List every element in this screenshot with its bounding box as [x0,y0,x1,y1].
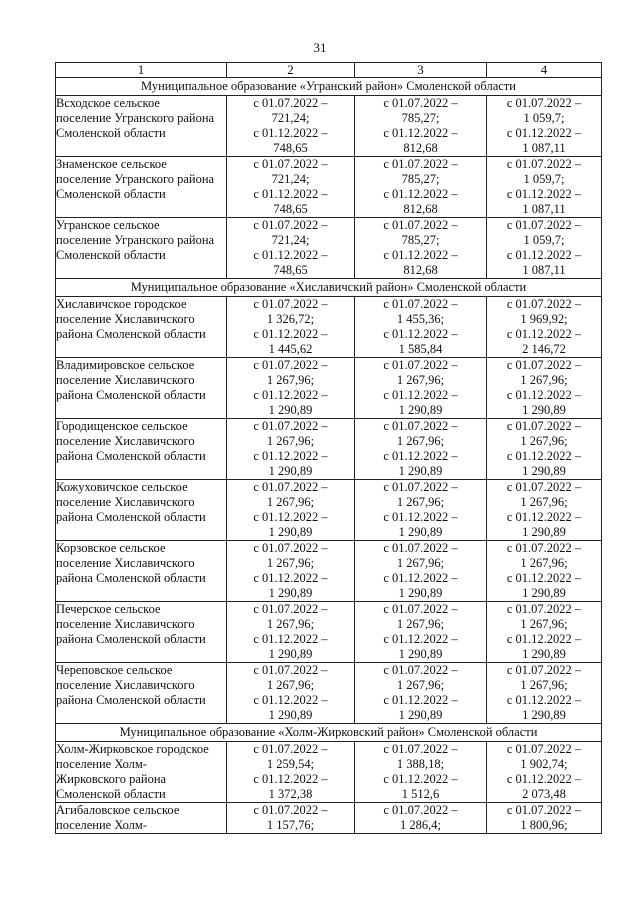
settlement-name-line: района Смоленской области [56,388,206,402]
settlement-name-line: поселение Холм- [56,818,147,832]
tariff-line: с 01.12.2022 – [506,693,582,707]
settlement-name-line: района Смоленской области [56,632,206,646]
tariff-line: 1 290,89 [268,647,313,661]
tariff-line: 1 290,89 [268,708,313,722]
tariff-line: с 01.12.2022 – [383,248,458,262]
tariff-line: с 01.12.2022 – [253,187,328,201]
tariff-line: с 01.12.2022 – [383,388,458,402]
table-body [56,78,602,834]
tariff-line: 812,68 [403,141,438,155]
tariff-line: 721,24; [271,233,310,247]
tariff-cell-c4 [487,297,602,358]
tariff-line: с 01.07.2022 – [383,803,458,817]
tariff-line: 1 267,96; [266,617,315,631]
tariff-line: 1 290,89 [522,464,566,478]
tariff-line: с 01.12.2022 – [253,248,328,262]
tariff-line: 812,68 [403,263,438,277]
tariff-line: с 01.12.2022 – [253,571,328,585]
settlement-name-line: поселение Хиславичского [56,556,195,570]
tariff-cell-c4 [487,480,602,541]
tariff-line: 1 267,96; [266,434,315,448]
settlement-name-line: Холм-Жирковское городское [56,742,209,756]
table-row [56,541,602,602]
tariff-line: с 01.12.2022 – [506,327,582,341]
tariff-line: с 01.12.2022 – [506,449,582,463]
tariff-line: 721,24; [271,172,310,186]
section-row [56,279,602,297]
tariff-line: с 01.07.2022 – [253,358,328,372]
tariff-line: 812,68 [403,202,438,216]
tariff-line: с 01.07.2022 – [506,297,582,311]
settlement-name-cell [56,297,227,358]
settlement-name-line: Агибаловское сельское [56,803,180,817]
tariff-cell-c2 [227,358,355,419]
settlement-name-cell [56,803,227,834]
tariff-cell-c2 [227,541,355,602]
tariff-cell-c2 [227,602,355,663]
tariff-line: 1 290,89 [398,464,443,478]
tariff-line: с 01.07.2022 – [253,742,328,756]
tariff-cell-c2 [227,157,355,218]
table-row [56,358,602,419]
settlement-name-line: поселение Угранского района [56,233,215,247]
tariff-line: 1 290,89 [268,586,313,600]
tariff-line: с 01.12.2022 – [253,693,328,707]
column-number: 1 [56,63,227,78]
settlement-name-line: района Смоленской области [56,327,206,341]
tariff-line: 1 267,96; [396,495,445,509]
tariff-cell-c2 [227,803,355,834]
tariff-line: с 01.07.2022 – [253,218,328,232]
tariff-cell-c4 [487,419,602,480]
tariff-line: 1 290,89 [268,403,313,417]
settlement-name-line: Городищенское сельское [56,419,188,433]
tariff-line: 1 267,96; [520,434,568,448]
tariff-cell-c4 [487,358,602,419]
tariff-line: 1 267,96; [266,678,315,692]
tariff-line: с 01.07.2022 – [383,218,458,232]
settlement-name-line: района Смоленской области [56,510,206,524]
column-number: 2 [227,63,355,78]
tariff-line: 1 267,96; [396,373,445,387]
settlement-name-line: поселение Угранского района [56,111,215,125]
tariff-line: 1 267,96; [266,373,315,387]
tariff-line: 1 059,7; [523,111,565,125]
tariff-line: с 01.12.2022 – [253,327,328,341]
tariff-cell-c3 [355,419,487,480]
tariff-cell-c4 [487,803,602,834]
settlement-name-line: Череповское сельское [56,663,173,677]
tariff-line: 1 267,96; [396,556,445,570]
section-title: Муниципальное образование «Угранский район» Смоленской области [56,78,602,96]
settlement-name-cell [56,96,227,157]
tariff-line: с 01.12.2022 – [506,510,582,524]
tariff-line: с 01.07.2022 – [506,541,582,555]
settlement-name-line: района Смоленской области [56,449,206,463]
tariff-line: с 01.12.2022 – [383,327,458,341]
tariff-cell-c2 [227,742,355,803]
tariff-cell-c4 [487,96,602,157]
settlement-name-line: поселение Хиславичского [56,617,195,631]
settlement-name-cell [56,742,227,803]
tariff-line: с 01.07.2022 – [383,541,458,555]
tariff-line: 1 512,6 [401,787,440,801]
tariff-line: с 01.12.2022 – [253,632,328,646]
tariff-line: 785,27; [401,172,440,186]
tariff-line: 1 157,76; [266,818,315,832]
settlement-name-cell [56,602,227,663]
tariff-line: с 01.07.2022 – [506,358,582,372]
tariff-line: с 01.07.2022 – [383,663,458,677]
tariff-cell-c4 [487,541,602,602]
table-row [56,157,602,218]
tariff-line: с 01.07.2022 – [383,96,458,110]
settlement-name-cell [56,419,227,480]
tariff-line: с 01.07.2022 – [383,297,458,311]
settlement-name-line: поселение Угранского района [56,172,215,186]
tariff-line: 1 445,62 [268,342,313,356]
tariff-line: 1 326,72; [266,312,315,326]
settlement-name-line: Корзовское сельское [56,541,166,555]
tariff-cell-c3 [355,602,487,663]
column-number: 3 [355,63,487,78]
column-number: 4 [487,63,602,78]
table-row [56,419,602,480]
tariff-line: с 01.07.2022 – [253,663,328,677]
tariff-line: с 01.12.2022 – [253,449,328,463]
tariff-line: с 01.07.2022 – [506,218,582,232]
tariff-line: 2 073,48 [522,787,566,801]
settlement-name-line: Смоленской области [56,126,166,140]
tariff-table [55,62,602,834]
tariff-line: 748,65 [273,202,308,216]
settlement-name-cell [56,218,227,279]
tariff-line: с 01.12.2022 – [506,571,582,585]
tariff-line: 721,24; [271,111,310,125]
tariff-line: с 01.07.2022 – [506,480,582,494]
tariff-line: 785,27; [401,233,440,247]
tariff-line: 1 290,89 [522,708,566,722]
tariff-line: с 01.07.2022 – [383,419,458,433]
tariff-cell-c3 [355,358,487,419]
tariff-cell-c2 [227,419,355,480]
tariff-cell-c3 [355,96,487,157]
tariff-line: 1 259,54; [266,757,315,771]
tariff-line: 1 087,11 [522,141,566,155]
settlement-name-line: Печерское сельское [56,602,161,616]
tariff-line: с 01.07.2022 – [383,480,458,494]
tariff-line: с 01.12.2022 – [383,693,458,707]
tariff-line: с 01.07.2022 – [383,358,458,372]
tariff-line: 1 290,89 [522,403,566,417]
tariff-line: с 01.07.2022 – [506,157,582,171]
tariff-line: с 01.07.2022 – [383,602,458,616]
tariff-line: 1 267,96; [396,434,445,448]
tariff-line: 1 267,96; [266,556,315,570]
tariff-line: с 01.12.2022 – [383,510,458,524]
tariff-line: с 01.12.2022 – [506,388,582,402]
table-row [56,218,602,279]
tariff-line: с 01.07.2022 – [253,541,328,555]
tariff-line: с 01.12.2022 – [253,388,328,402]
tariff-cell-c3 [355,742,487,803]
tariff-line: 1 267,96; [396,617,445,631]
settlement-name-cell [56,541,227,602]
tariff-line: с 01.07.2022 – [253,419,328,433]
tariff-line: с 01.12.2022 – [506,187,582,201]
tariff-cell-c3 [355,803,487,834]
settlement-name-line: Угранское сельское [56,218,160,232]
tariff-cell-c3 [355,157,487,218]
section-row [56,724,602,742]
settlement-name-line: Смоленской области [56,248,166,262]
tariff-line: 1 290,89 [268,525,313,539]
section-title: Муниципальное образование «Холм-Жирковский район» Смоленской области [56,724,602,742]
tariff-line: 1 290,89 [522,647,566,661]
tariff-line: с 01.07.2022 – [253,803,328,817]
tariff-cell-c4 [487,157,602,218]
tariff-line: 1 267,96; [520,373,568,387]
tariff-line: с 01.12.2022 – [253,126,328,140]
tariff-line: 1 290,89 [522,525,566,539]
settlement-name-line: поселение Холм- [56,757,147,771]
tariff-line: 1 267,96; [520,678,568,692]
tariff-line: 1 800,96; [520,818,568,832]
tariff-line: 1 290,89 [268,464,313,478]
tariff-cell-c3 [355,541,487,602]
settlement-name-line: Жирковского района [56,772,167,786]
tariff-line: с 01.12.2022 – [253,772,328,786]
tariff-line: 1 290,89 [398,403,443,417]
tariff-cell-c4 [487,218,602,279]
settlement-name-line: Владимировское сельское [56,358,195,372]
tariff-line: с 01.07.2022 – [253,96,328,110]
tariff-line: с 01.12.2022 – [506,772,582,786]
tariff-line: 1 267,96; [396,678,445,692]
settlement-name-line: Смоленской области [56,787,166,801]
tariff-cell-c3 [355,480,487,541]
tariff-cell-c4 [487,602,602,663]
column-number-row [56,63,602,78]
tariff-line: с 01.12.2022 – [506,632,582,646]
settlement-name-line: поселение Хиславичского [56,434,195,448]
settlement-name-cell [56,358,227,419]
tariff-line: с 01.07.2022 – [253,157,328,171]
settlement-name-line: Знаменское сельское [56,157,167,171]
section-title: Муниципальное образование «Хиславичский район» Смоленской области [56,279,602,297]
tariff-line: 2 146,72 [522,342,566,356]
tariff-cell-c3 [355,218,487,279]
tariff-cell-c2 [227,297,355,358]
settlement-name-line: района Смоленской области [56,693,206,707]
tariff-line: с 01.07.2022 – [253,602,328,616]
settlement-name-cell [56,663,227,724]
tariff-cell-c3 [355,663,487,724]
tariff-line: 1 388,18; [396,757,445,771]
tariff-line: 1 290,89 [398,647,443,661]
tariff-line: 1 902,74; [520,757,568,771]
tariff-line: с 01.12.2022 – [383,571,458,585]
table-row [56,663,602,724]
tariff-line: с 01.07.2022 – [506,803,582,817]
tariff-line: с 01.07.2022 – [506,742,582,756]
tariff-cell-c4 [487,663,602,724]
tariff-line: 1 087,11 [522,202,566,216]
tariff-line: с 01.12.2022 – [506,248,582,262]
tariff-line: с 01.12.2022 – [383,449,458,463]
tariff-line: с 01.07.2022 – [506,96,582,110]
tariff-line: 1 290,89 [522,586,566,600]
settlement-name-line: Смоленской области [56,187,166,201]
tariff-line: 1 290,89 [398,708,443,722]
settlement-name-line: поселение Хиславичского [56,495,195,509]
table-row [56,742,602,803]
tariff-line: 1 969,92; [520,312,568,326]
tariff-line: с 01.07.2022 – [253,480,328,494]
settlement-name-line: поселение Хиславичского [56,373,195,387]
tariff-cell-c4 [487,742,602,803]
tariff-line: 748,65 [273,141,308,155]
tariff-cell-c2 [227,96,355,157]
page-number: 31 [313,40,327,55]
table-row [56,297,602,358]
tariff-line: 1 585,84 [398,342,443,356]
tariff-line: с 01.07.2022 – [383,157,458,171]
tariff-line: с 01.07.2022 – [253,297,328,311]
settlement-name-line: поселение Хиславичского [56,312,195,326]
tariff-line: 1 267,96; [520,495,568,509]
tariff-cell-c2 [227,663,355,724]
tariff-line: с 01.07.2022 – [383,742,458,756]
settlement-name-line: района Смоленской области [56,571,206,585]
tariff-line: 1 286,4; [400,818,441,832]
tariff-line: с 01.07.2022 – [506,663,582,677]
section-row [56,78,602,96]
table-row [56,803,602,834]
tariff-cell-c2 [227,480,355,541]
tariff-line: с 01.07.2022 – [506,602,582,616]
tariff-line: с 01.12.2022 – [253,510,328,524]
settlement-name-cell [56,157,227,218]
tariff-line: с 01.12.2022 – [383,632,458,646]
tariff-line: с 01.12.2022 – [506,126,582,140]
tariff-line: 1 290,89 [398,586,443,600]
tariff-line: 1 267,96; [520,617,568,631]
settlement-name-line: поселение Хиславичского [56,678,195,692]
tariff-line: с 01.12.2022 – [383,126,458,140]
settlement-name-line: Всходское сельское [56,96,160,110]
tariff-line: 785,27; [401,111,440,125]
table-row [56,480,602,541]
tariff-line: 1 455,36; [396,312,445,326]
tariff-line: с 01.12.2022 – [383,772,458,786]
settlement-name-line: Хиславичское городское [56,297,187,311]
table-row [56,96,602,157]
tariff-line: 1 267,96; [520,556,568,570]
table-row [56,602,602,663]
settlement-name-line: Кожуховичское сельское [56,480,188,494]
tariff-line: с 01.07.2022 – [506,419,582,433]
tariff-cell-c2 [227,218,355,279]
tariff-line: 1 059,7; [523,233,565,247]
settlement-name-cell [56,480,227,541]
tariff-line: 748,65 [273,263,308,277]
tariff-line: 1 290,89 [398,525,443,539]
tariff-line: 1 087,11 [522,263,566,277]
tariff-line: 1 267,96; [266,495,315,509]
tariff-line: с 01.12.2022 – [383,187,458,201]
tariff-line: 1 372,38 [268,787,313,801]
tariff-line: 1 059,7; [523,172,565,186]
tariff-cell-c3 [355,297,487,358]
